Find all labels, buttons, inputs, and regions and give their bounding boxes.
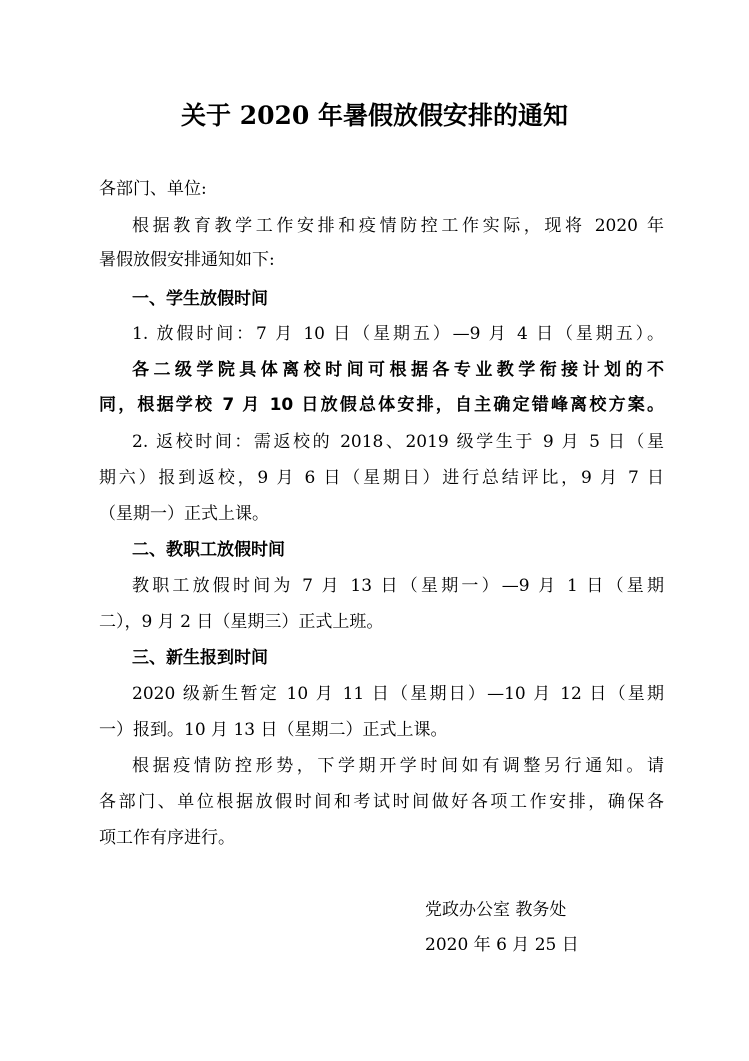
intro-line-1: 根据教育教学工作安排和疫情防控工作实际，现将 2020 年 bbox=[132, 216, 664, 236]
section-1-item-2-line-1: 2. 返校时间：需返校的 2018、2019 级学生于 9 月 5 日（星 bbox=[132, 432, 664, 452]
section-1-heading: 一、学生放假时间 bbox=[132, 289, 268, 309]
section-1-note-line-2: 同，根据学校 7 月 10 日放假总体安排，自主确定错峰离校方案。 bbox=[99, 395, 664, 415]
section-3-line-2: 一）报到。10 月 13 日（星期二）正式上课。 bbox=[99, 720, 448, 740]
intro-line-2: 暑假放假安排通知如下: bbox=[99, 250, 275, 270]
section-2-heading: 二、教职工放假时间 bbox=[132, 540, 285, 560]
salutation: 各部门、单位: bbox=[99, 179, 207, 199]
section-1-item-2-line-3: （星期一）正式上课。 bbox=[99, 504, 269, 524]
section-1-item-2-line-2: 期六）报到返校，9 月 6 日（星期日）进行总结评比，9 月 7 日 bbox=[99, 468, 664, 488]
section-1-note-line-1: 各二级学院具体离校时间可根据各专业教学衔接计划的不 bbox=[132, 360, 664, 380]
signature-date: 2020 年 6 月 25 日 bbox=[425, 935, 579, 955]
closing-line-1: 根据疫情防控形势，下学期开学时间如有调整另行通知。请 bbox=[132, 756, 664, 776]
closing-line-2: 各部门、单位根据放假时间和考试时间做好各项工作安排，确保各 bbox=[99, 792, 664, 812]
section-2-line-2: 二），9 月 2 日（星期三）正式上班。 bbox=[99, 612, 384, 632]
closing-line-3: 项工作有序进行。 bbox=[99, 828, 235, 848]
section-3-heading: 三、新生报到时间 bbox=[132, 648, 268, 668]
document-title: 关于 2020 年暑假放假安排的通知 bbox=[181, 101, 568, 130]
section-1-item-1: 1. 放假时间：7 月 10 日（星期五）—9 月 4 日（星期五）。 bbox=[132, 324, 664, 344]
section-3-line-1: 2020 级新生暂定 10 月 11 日（星期日）—10 月 12 日（星期 bbox=[132, 684, 664, 704]
signature-issuer: 党政办公室 教务处 bbox=[425, 900, 567, 920]
section-2-line-1: 教职工放假时间为 7 月 13 日（星期一）—9 月 1 日（星期 bbox=[132, 576, 664, 596]
